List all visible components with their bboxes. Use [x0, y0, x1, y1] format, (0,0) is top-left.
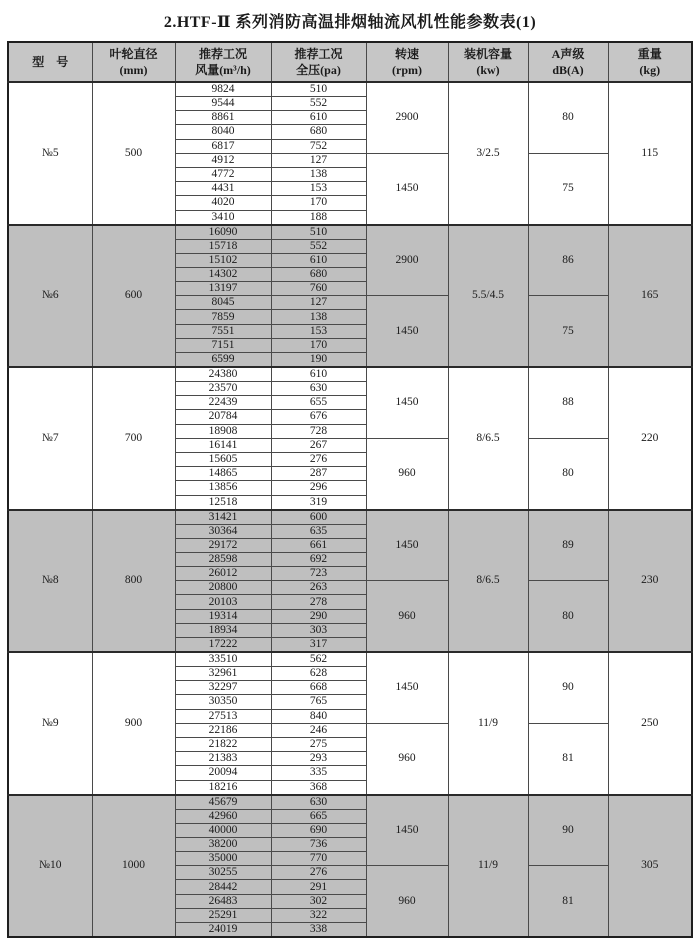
table-row [8, 652, 692, 667]
airflow-cell: 18934 [175, 623, 271, 637]
speed-cell: 1450 [366, 510, 448, 581]
airflow-cell: 16141 [175, 438, 271, 452]
pressure-cell: 552 [271, 97, 366, 111]
column-header-line2: (kw) [476, 63, 500, 77]
airflow-cell: 9544 [175, 97, 271, 111]
pressure-cell: 770 [271, 852, 366, 866]
pressure-cell: 190 [271, 353, 366, 368]
airflow-cell: 30350 [175, 695, 271, 709]
column-header-line1: 型 号 [32, 54, 69, 69]
db-level-cell: 80 [528, 581, 608, 652]
pressure-cell: 752 [271, 139, 366, 153]
pressure-cell: 287 [271, 467, 366, 481]
column-header-line1: 叶轮直径 [109, 46, 158, 61]
airflow-cell: 29172 [175, 538, 271, 552]
pressure-cell: 510 [271, 225, 366, 240]
pressure-cell: 338 [271, 923, 366, 938]
diameter-cell: 1000 [92, 795, 175, 938]
db-level-cell: 81 [528, 866, 608, 937]
pressure-cell: 668 [271, 681, 366, 695]
pressure-cell: 246 [271, 723, 366, 737]
airflow-cell: 45679 [175, 795, 271, 810]
table-row [8, 82, 692, 97]
db-level-cell: 80 [528, 438, 608, 509]
airflow-cell: 19314 [175, 609, 271, 623]
pressure-cell: 692 [271, 552, 366, 566]
airflow-cell: 22439 [175, 396, 271, 410]
airflow-cell: 7551 [175, 324, 271, 338]
model-cell: №9 [8, 652, 92, 795]
power-cell: 3/2.5 [448, 82, 528, 225]
pressure-cell: 317 [271, 638, 366, 653]
column-header-line1: 装机容量 [463, 46, 512, 61]
column-header-4 [366, 42, 448, 82]
pressure-cell: 676 [271, 410, 366, 424]
airflow-cell: 40000 [175, 823, 271, 837]
table-row [8, 367, 692, 382]
column-header-line2: 风量(m³/h) [195, 63, 251, 77]
airflow-cell: 4772 [175, 167, 271, 181]
speed-cell: 960 [366, 723, 448, 794]
pressure-cell: 840 [271, 709, 366, 723]
speed-cell: 1450 [366, 296, 448, 367]
column-header-line1: 推荐工况 [294, 46, 343, 61]
speed-cell: 1450 [366, 795, 448, 866]
column-header-line1: 转速 [394, 46, 419, 61]
speed-cell: 960 [366, 866, 448, 937]
speed-cell: 2900 [366, 225, 448, 296]
diameter-cell: 600 [92, 225, 175, 368]
airflow-cell: 32961 [175, 667, 271, 681]
airflow-cell: 15718 [175, 239, 271, 253]
diameter-cell: 700 [92, 367, 175, 510]
airflow-cell: 6599 [175, 353, 271, 368]
speed-cell: 960 [366, 438, 448, 509]
column-header-0 [8, 42, 92, 82]
airflow-cell: 30364 [175, 524, 271, 538]
pressure-cell: 562 [271, 652, 366, 667]
pressure-cell: 610 [271, 367, 366, 382]
airflow-cell: 6817 [175, 139, 271, 153]
airflow-cell: 24380 [175, 367, 271, 382]
pressure-cell: 690 [271, 823, 366, 837]
airflow-cell: 31421 [175, 510, 271, 525]
airflow-cell: 28442 [175, 880, 271, 894]
pressure-cell: 665 [271, 809, 366, 823]
weight-cell: 250 [608, 652, 692, 795]
airflow-cell: 4020 [175, 196, 271, 210]
pressure-cell: 263 [271, 581, 366, 595]
pressure-cell: 267 [271, 438, 366, 452]
airflow-cell: 20094 [175, 766, 271, 780]
airflow-cell: 26012 [175, 567, 271, 581]
airflow-cell: 14302 [175, 267, 271, 281]
column-header-6 [528, 42, 608, 82]
pressure-cell: 600 [271, 510, 366, 525]
airflow-cell: 8045 [175, 296, 271, 310]
weight-cell: 165 [608, 225, 692, 368]
db-level-cell: 75 [528, 296, 608, 367]
power-cell: 5.5/4.5 [448, 225, 528, 368]
column-header-3 [271, 42, 366, 82]
model-cell: №7 [8, 367, 92, 510]
power-cell: 11/9 [448, 795, 528, 938]
pressure-cell: 127 [271, 296, 366, 310]
pressure-cell: 680 [271, 267, 366, 281]
pressure-cell: 275 [271, 737, 366, 751]
pressure-cell: 302 [271, 894, 366, 908]
airflow-cell: 4431 [175, 182, 271, 196]
airflow-cell: 18216 [175, 780, 271, 795]
pressure-cell: 303 [271, 623, 366, 637]
airflow-cell: 24019 [175, 923, 271, 938]
airflow-cell: 7151 [175, 338, 271, 352]
column-header-5 [448, 42, 528, 82]
airflow-cell: 23570 [175, 382, 271, 396]
model-cell: №5 [8, 82, 92, 225]
pressure-cell: 723 [271, 567, 366, 581]
pressure-cell: 728 [271, 424, 366, 438]
pressure-cell: 138 [271, 167, 366, 181]
airflow-cell: 20103 [175, 595, 271, 609]
pressure-cell: 765 [271, 695, 366, 709]
pressure-cell: 278 [271, 595, 366, 609]
speed-cell: 960 [366, 581, 448, 652]
fan-table-body [8, 82, 692, 937]
pressure-cell: 335 [271, 766, 366, 780]
pressure-cell: 628 [271, 667, 366, 681]
pressure-cell: 291 [271, 880, 366, 894]
airflow-cell: 22186 [175, 723, 271, 737]
airflow-cell: 7859 [175, 310, 271, 324]
db-level-cell: 89 [528, 510, 608, 581]
pressure-cell: 610 [271, 253, 366, 267]
pressure-cell: 319 [271, 495, 366, 510]
column-header-line1: A声级 [551, 46, 585, 61]
pressure-cell: 655 [271, 396, 366, 410]
diameter-cell: 500 [92, 82, 175, 225]
airflow-cell: 8040 [175, 125, 271, 139]
airflow-cell: 18908 [175, 424, 271, 438]
airflow-cell: 30255 [175, 866, 271, 880]
diameter-cell: 800 [92, 510, 175, 653]
power-cell: 8/6.5 [448, 367, 528, 510]
speed-cell: 2900 [366, 82, 448, 153]
speed-cell: 1450 [366, 652, 448, 723]
airflow-cell: 16090 [175, 225, 271, 240]
pressure-cell: 138 [271, 310, 366, 324]
pressure-cell: 630 [271, 382, 366, 396]
airflow-cell: 42960 [175, 809, 271, 823]
power-cell: 11/9 [448, 652, 528, 795]
pressure-cell: 276 [271, 866, 366, 880]
pressure-cell: 170 [271, 338, 366, 352]
pressure-cell: 296 [271, 481, 366, 495]
pressure-cell: 293 [271, 752, 366, 766]
airflow-cell: 3410 [175, 210, 271, 225]
db-level-cell: 90 [528, 795, 608, 866]
pressure-cell: 127 [271, 153, 366, 167]
header-row [8, 42, 692, 82]
airflow-cell: 20800 [175, 581, 271, 595]
pressure-cell: 661 [271, 538, 366, 552]
airflow-cell: 35000 [175, 852, 271, 866]
airflow-cell: 21822 [175, 737, 271, 751]
pressure-cell: 290 [271, 609, 366, 623]
pressure-cell: 760 [271, 282, 366, 296]
db-level-cell: 80 [528, 82, 608, 153]
weight-cell: 230 [608, 510, 692, 653]
column-header-line2: (mm) [119, 63, 148, 77]
column-header-1 [92, 42, 175, 82]
speed-cell: 1450 [366, 153, 448, 224]
airflow-cell: 27513 [175, 709, 271, 723]
airflow-cell: 38200 [175, 837, 271, 851]
airflow-cell: 28598 [175, 552, 271, 566]
pressure-cell: 510 [271, 82, 366, 97]
column-header-line2: (rpm) [392, 63, 422, 77]
power-cell: 8/6.5 [448, 510, 528, 653]
model-cell: №10 [8, 795, 92, 938]
airflow-cell: 4912 [175, 153, 271, 167]
diameter-cell: 900 [92, 652, 175, 795]
db-level-cell: 88 [528, 367, 608, 438]
pressure-cell: 170 [271, 196, 366, 210]
airflow-cell: 14865 [175, 467, 271, 481]
pressure-cell: 188 [271, 210, 366, 225]
column-header-line2: 全压(pa) [296, 63, 341, 77]
table-row [8, 225, 692, 240]
pressure-cell: 153 [271, 324, 366, 338]
fan-performance-table [7, 41, 693, 938]
weight-cell: 220 [608, 367, 692, 510]
column-header-7 [608, 42, 692, 82]
airflow-cell: 15102 [175, 253, 271, 267]
airflow-cell: 8861 [175, 111, 271, 125]
model-cell: №6 [8, 225, 92, 368]
pressure-cell: 736 [271, 837, 366, 851]
airflow-cell: 17222 [175, 638, 271, 653]
pressure-cell: 368 [271, 780, 366, 795]
airflow-cell: 9824 [175, 82, 271, 97]
airflow-cell: 32297 [175, 681, 271, 695]
speed-cell: 1450 [366, 367, 448, 438]
airflow-cell: 20784 [175, 410, 271, 424]
airflow-cell: 13856 [175, 481, 271, 495]
weight-cell: 305 [608, 795, 692, 938]
db-level-cell: 75 [528, 153, 608, 224]
column-header-line2: (kg) [639, 63, 661, 77]
table-row [8, 795, 692, 810]
column-header-line1: 推荐工况 [198, 46, 247, 61]
pressure-cell: 630 [271, 795, 366, 810]
airflow-cell: 15605 [175, 452, 271, 466]
pressure-cell: 322 [271, 908, 366, 922]
airflow-cell: 25291 [175, 908, 271, 922]
model-cell: №8 [8, 510, 92, 653]
column-header-line2: dB(A) [552, 63, 584, 77]
weight-cell: 115 [608, 82, 692, 225]
pressure-cell: 552 [271, 239, 366, 253]
airflow-cell: 13197 [175, 282, 271, 296]
pressure-cell: 635 [271, 524, 366, 538]
airflow-cell: 12518 [175, 495, 271, 510]
db-level-cell: 90 [528, 652, 608, 723]
airflow-cell: 26483 [175, 894, 271, 908]
pressure-cell: 680 [271, 125, 366, 139]
db-level-cell: 81 [528, 723, 608, 794]
airflow-cell: 21383 [175, 752, 271, 766]
column-header-line1: 重量 [637, 46, 662, 61]
table-row [8, 510, 692, 525]
pressure-cell: 276 [271, 452, 366, 466]
column-header-2 [175, 42, 271, 82]
db-level-cell: 86 [528, 225, 608, 296]
pressure-cell: 610 [271, 111, 366, 125]
pressure-cell: 153 [271, 182, 366, 196]
page-title: 2.HTF-Ⅱ 系列消防高温排烟轴流风机性能参数表(1) [163, 14, 537, 31]
airflow-cell: 33510 [175, 652, 271, 667]
